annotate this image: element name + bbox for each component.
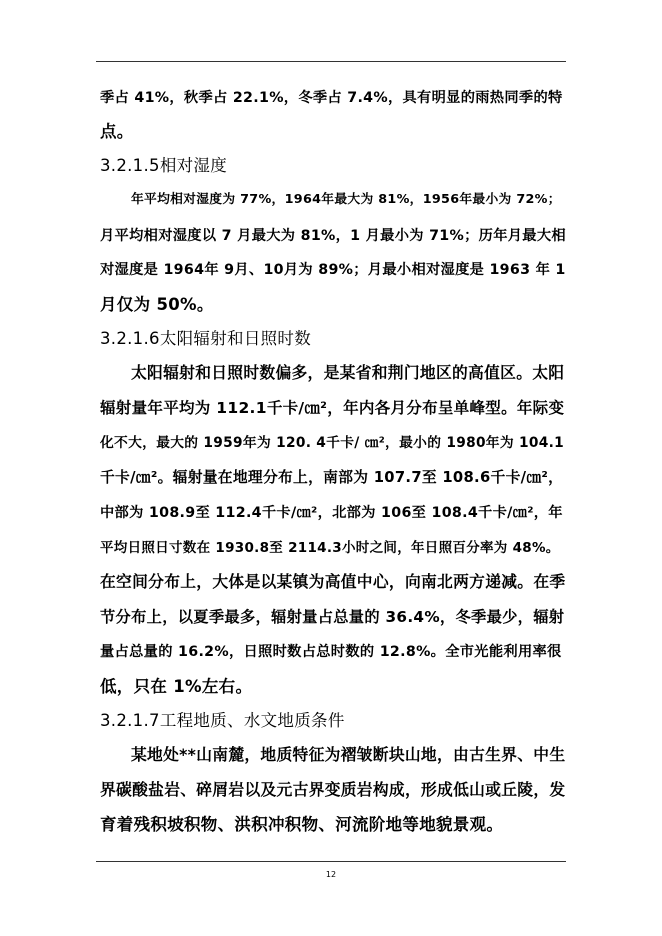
paragraph-line: 太阳辐射和日照时数偏多，是某省和荆门地区的高值区。太阳 [131,363,565,382]
paragraph-line: 低，只在 1%左右。 [100,677,253,696]
paragraph-line: 点。 [100,122,134,141]
paragraph-line: 育着残积坡积物、洪积冲积物、河流阶地等地貌景观。 [100,815,504,834]
paragraph-line: 中部为 108.9至 112.4千卡/㎝²，北部为 106至 108.4千卡/㎝²，年 [100,505,563,521]
paragraph-line: 量占总量的 16.2%，日照时数占总时数的 12.8%。全市光能利用率很 [100,644,562,660]
paragraph-line: 在空间分布上，大体是以某镇为高值中心，向南北两方递减。在季 [100,572,566,591]
paragraph-line: 千卡/㎝²。辐射量在地理分布上，南部为 107.7至 108.6千卡/㎝²， [100,469,564,486]
paragraph-line: 某地处**山南麓，地质特征为褶皱断块山地，由古生界、中生 [131,745,566,764]
section-heading-3-2-1-7: 3.2.1.7工程地质、水文地质条件 [100,711,345,730]
page-number: 12 [325,870,337,879]
footer-rule [96,861,566,862]
paragraph-line: 节分布上，以夏季最多，辐射量占总量的 36.4%，冬季最少，辐射 [100,608,565,626]
paragraph-line: 年平均相对湿度为 77%，1964年最大为 81%，1956年最小为 72%； [131,192,561,207]
paragraph-line: 平均日照日寸数在 1930.8至 2114.3小时之间，年日照百分率为 48%。 [100,540,560,556]
header-rule [96,61,566,62]
paragraph-line: 界碳酸盐岩、碎屑岩以及元古界变质岩构成，形成低山或丘陵，发 [100,780,566,799]
paragraph-line: 对湿度是 1964年 9月、10月为 89%；月最小相对湿度是 1963 年 1 [100,262,566,278]
paragraph-line: 月仅为 50%。 [100,295,214,314]
paragraph-line: 季占 41%，秋季占 22.1%，冬季占 7.4%，具有明显的雨热同季的特 [100,90,563,106]
section-heading-3-2-1-5: 3.2.1.5相对湿度 [100,156,228,175]
paragraph-line: 化不大，最大的 1959年为 120. 4千卡/ ㎝²，最小的 1980年为 104.1 [100,435,564,451]
paragraph-line: 辐射量年平均为 112.1千卡/㎝²，年内各月分布呈单峰型。年际变 [100,399,565,417]
paragraph-line: 月平均相对湿度以 7 月最大为 81%，1 月最小为 71%；历年月最大相 [100,228,566,244]
section-heading-3-2-1-6: 3.2.1.6太阳辐射和日照时数 [100,329,312,348]
